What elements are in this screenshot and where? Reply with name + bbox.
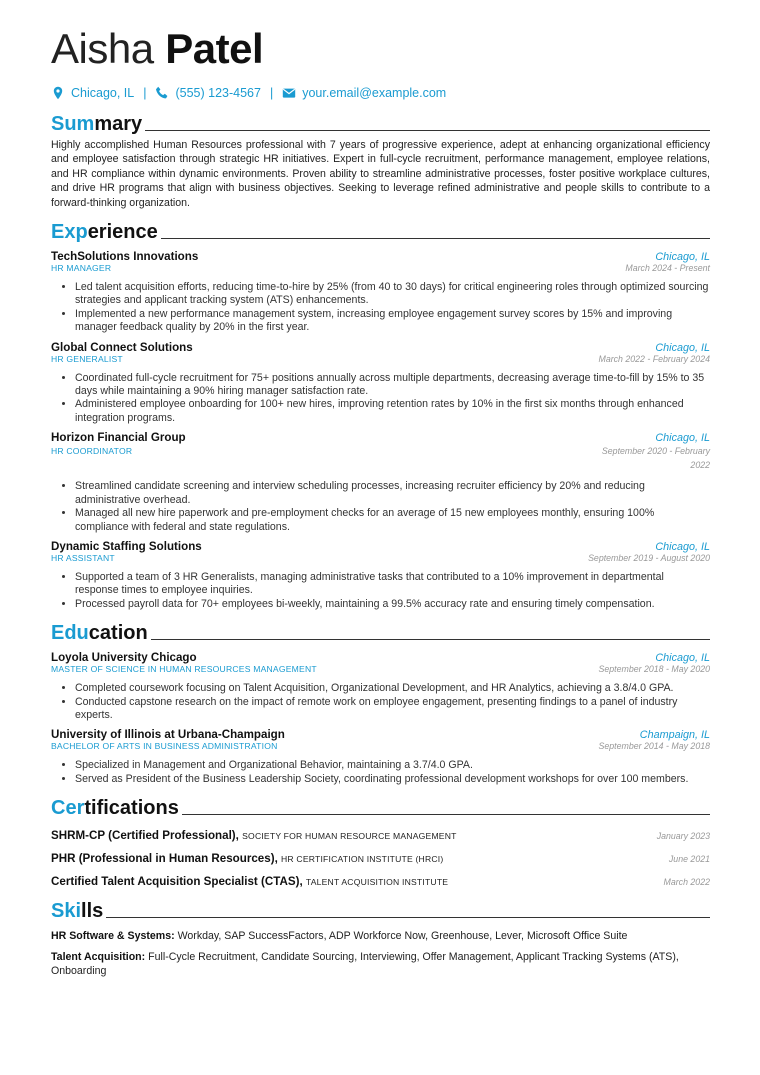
degree: MASTER OF SCIENCE IN HUMAN RESOURCES MANAGEMENT <box>51 664 317 675</box>
certification-name: PHR (Professional in Human Resources) <box>51 852 275 866</box>
company-name: Dynamic Staffing Solutions <box>51 539 202 553</box>
skill-label: HR Software & Systems: <box>51 930 175 943</box>
last-name: Patel <box>165 25 264 72</box>
bullet-item: • Completed coursework focusing on Talent Acquisition, Organizational Development, and HR Analytics, achieving a 3.8/4.0 GPA. <box>75 682 710 695</box>
section-rule <box>161 238 710 239</box>
heading-accent: Sum <box>51 113 95 135</box>
school-name: Loyola University Chicago <box>51 651 197 665</box>
bullet-item: • Specialized in Management and Organizational Behavior, maintaining a 3.7/4.0 GPA. <box>75 759 710 772</box>
section-rule <box>106 917 710 918</box>
job-title: HR ASSISTANT <box>51 552 115 563</box>
job-title: HR COORDINATOR <box>51 446 133 457</box>
degree: BACHELOR OF ARTS IN BUSINESS ADMINISTRATION <box>51 741 278 752</box>
heading-rest: lls <box>81 900 104 923</box>
job-location: Chicago, IL <box>655 341 710 354</box>
summary-text: Highly accomplished Human Resources professional with 7 years of progressive experience, adept at enhancing organizational efficiency and employee satisfaction through strategic HR initiatives. Expert in full-cycle recruitment, performance management, employee relations, and HR compliance within dynamic environments. Proven ability to streamline administrative processes, foster positive workplace cultures, and drive HR programs that align with business objectives. Seeking to leverage refined administrative and people skills to contribute to a forward-thinking organization. <box>51 139 710 209</box>
bullet-list <box>51 372 710 426</box>
education-dates: September 2018 - May 2020 <box>598 664 710 675</box>
heading-rest: cation <box>88 622 148 645</box>
candidate-name <box>51 24 710 76</box>
job-location: Chicago, IL <box>655 432 710 445</box>
bullet-item: • Conducted capstone research on the impact of remote work on employee engagement, presenting findings to a panel of industry experts. <box>75 696 710 723</box>
job-location: Chicago, IL <box>655 540 710 553</box>
bullet-list <box>51 480 710 534</box>
resume-page <box>51 24 710 978</box>
email-link[interactable]: your.email@example.com <box>302 86 447 100</box>
certification-item <box>51 826 710 843</box>
summary-heading <box>51 110 710 136</box>
bullet-item: • Implemented a new performance management system, increasing employee engagement survey scores by 15% and improving manager feedback quality by 20% in the first year. <box>75 308 710 335</box>
map-pin-icon <box>51 86 65 100</box>
job-title: HR MANAGER <box>51 263 112 274</box>
certification-date: March 2022 <box>663 877 710 888</box>
envelope-icon <box>282 86 296 100</box>
certification-name: Certified Talent Acquisition Specialist (CTAS) <box>51 875 300 889</box>
skill-row <box>51 929 710 943</box>
certification-issuer: TALENT ACQUISITION INSTITUTE <box>305 877 449 888</box>
heading-accent: Cer <box>51 797 85 820</box>
education-entry <box>51 651 710 722</box>
first-name: Aisha <box>51 25 154 72</box>
job-dates: September 2019 - August 2020 <box>588 552 710 563</box>
skill-value: Workday, SAP SuccessFactors, ADP Workforce Now, Greenhouse, Lever, Microsoft Office Suite <box>177 930 628 943</box>
experience-heading <box>51 218 710 244</box>
certification-item <box>51 872 710 889</box>
skills-heading <box>51 897 710 923</box>
school-location: Chicago, IL <box>655 652 710 665</box>
company-name: Horizon Financial Group <box>51 431 186 445</box>
education-entry <box>51 728 710 786</box>
location-link[interactable]: Chicago, IL <box>71 86 135 100</box>
certification-name: SHRM-CP (Certified Professional) <box>51 829 236 843</box>
job-dates: March 2024 - Present <box>625 263 710 274</box>
certification-date: January 2023 <box>656 831 710 842</box>
certification-issuer: HR CERTIFICATION INSTITUTE (HRCI) <box>281 854 444 865</box>
job-dates: March 2022 - February 2024 <box>598 353 710 364</box>
comma: , <box>235 829 243 843</box>
heading-accent: Exp <box>51 221 88 244</box>
bullet-item: • Led talent acquisition efforts, reducing time-to-hire by 25% (from 40 to 30 days) for critical engineering roles through optimized sourcing strategies and applicant tracking system (ATS) enhancements. <box>75 281 710 308</box>
heading-rest: mary <box>94 113 143 135</box>
job-title: HR GENERALIST <box>51 353 123 364</box>
separator: | <box>143 86 147 100</box>
bullet-item: • Streamlined candidate screening and interview scheduling processes, increasing recruiter efficiency by 20% and reducing administrative overhead. <box>75 480 710 507</box>
company-name: TechSolutions Innovations <box>51 250 199 264</box>
heading-rest: erience <box>87 221 158 244</box>
experience-entry <box>51 341 710 426</box>
certification-issuer: SOCIETY FOR HUMAN RESOURCE MANAGEMENT <box>242 831 457 842</box>
section-rule <box>145 130 710 131</box>
education-heading <box>51 619 710 645</box>
bullet-list <box>51 571 710 611</box>
bullet-item: • Processed payroll data for 70+ employees bi-weekly, maintaining a 99.5% accuracy rate and ensuring timely compensation. <box>75 598 710 611</box>
skill-row <box>51 950 710 979</box>
school-name: University of Illinois at Urbana-Champaign <box>51 728 285 742</box>
education-dates: September 2014 - May 2018 <box>598 741 710 752</box>
company-name: Global Connect Solutions <box>51 340 193 354</box>
job-dates: September 2020 - February 2022 <box>601 446 710 471</box>
bullet-list <box>51 682 710 722</box>
phone-icon <box>155 86 169 100</box>
experience-entry <box>51 250 710 335</box>
experience-entry <box>51 431 710 534</box>
bullet-item: • Supported a team of 3 HR Generalists, managing administrative tasks that contributed to a 10% improvement in departmental response times to employee inquiries. <box>75 571 710 598</box>
heading-accent: Ski <box>51 900 82 923</box>
bullet-item: • Managed all new hire paperwork and pre-employment checks for an average of 15 new employees monthly, ensuring 100% compliance with federal and state regulations. <box>75 507 710 534</box>
bullet-list <box>51 281 710 335</box>
experience-entry <box>51 540 710 611</box>
bullet-item: • Administered employee onboarding for 100+ new hires, improving retention rates by 10% in the first six months through enhanced integration programs. <box>75 398 710 425</box>
certifications-heading <box>51 794 710 820</box>
heading-rest: tifications <box>84 797 179 820</box>
separator: | <box>269 86 274 100</box>
section-rule <box>182 814 710 815</box>
certification-item <box>51 849 710 866</box>
comma: , <box>274 852 282 866</box>
bullet-item: • Coordinated full-cycle recruitment for 75+ positions annually across multiple departments, decreasing average time-to-fill by 15% to 35 days while maintaining a 90% hiring manager satisfaction rate. <box>75 372 710 399</box>
school-location: Champaign, IL <box>639 729 710 742</box>
skill-value: Full-Cycle Recruitment, Candidate Sourcing, Interviewing, Offer Management, Applicant Tracking Systems (ATS), Onboarding <box>51 950 679 977</box>
contact-bar <box>51 84 710 102</box>
section-rule <box>151 639 710 640</box>
skill-label: Talent Acquisition: <box>51 950 146 963</box>
phone-link[interactable]: (555) 123-4567 <box>175 86 261 100</box>
bullet-list <box>51 759 710 786</box>
bullet-item: • Served as President of the Business Leadership Society, coordinating professional development workshops for over 100 members. <box>75 773 710 786</box>
job-location: Chicago, IL <box>655 251 710 264</box>
certification-date: June 2021 <box>668 854 710 865</box>
comma: , <box>299 875 306 889</box>
heading-accent: Edu <box>51 622 89 645</box>
